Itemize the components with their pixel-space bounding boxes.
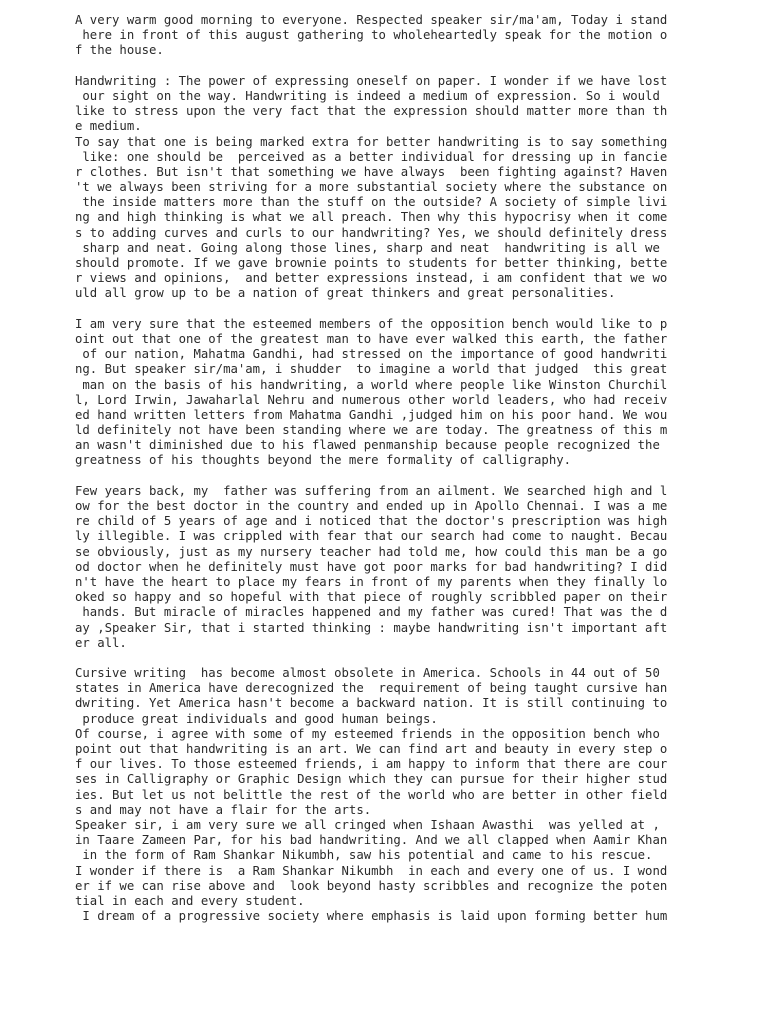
text-line: oint out that one of the greatest man to have ever walked this earth, the father <box>75 331 668 346</box>
blank-line <box>75 651 755 666</box>
text-line: the inside matters more than the stuff on the outside? A society of simple livi <box>75 195 668 210</box>
text-line: r views and opinions, and better expressions instead, i am confident that we wo <box>75 271 668 286</box>
text-line: ld definitely not have been standing where we are today. The greatness of this m <box>75 423 668 438</box>
text-line: se obviously, just as my nursery teacher had told me, how could this man be a go <box>75 544 668 559</box>
text-line: ow for the best doctor in the country and ended up in Apollo Chennai. I was a me <box>75 499 668 513</box>
text-line: f our lives. To those esteemed friends, i am happy to inform that there are cour <box>75 757 668 772</box>
text-line: Speaker sir, i am very sure we all cringed when Ishaan Awasthi was yelled at , <box>75 817 660 832</box>
text-line: s and may not have a flair for the arts. <box>75 802 372 817</box>
text-line: man on the basis of his handwriting, a world where people like Winston Churchil <box>75 377 668 392</box>
text-line: r clothes. But isn't that something we have always been fighting against? Haven <box>75 164 668 179</box>
text-line: like to stress upon the very fact that the expression should matter more than th <box>75 104 668 119</box>
text-line: ed hand written letters from Mahatma Gandhi ,judged him on his poor hand. We wou <box>75 407 668 422</box>
text-line: re child of 5 years of age and i noticed that the doctor's prescription was high <box>75 514 668 529</box>
text-line: I wonder if there is a Ram Shankar Nikumbh in each and every one of us. I wond <box>75 863 668 878</box>
text-line: er if we can rise above and look beyond hasty scribbles and recognize the poten <box>75 878 668 893</box>
text-line: Of course, i agree with some of my esteemed friends in the opposition bench who <box>75 726 660 741</box>
text-line: I dream of a progressive society where emphasis is laid upon forming better hum <box>75 909 668 924</box>
text-line: ly illegible. I was crippled with fear that our search had come to naught. Becau <box>75 529 668 544</box>
text-line: in the form of Ram Shankar Nikumbh, saw his potential and came to his rescue. <box>75 848 653 863</box>
text-line: e medium. <box>75 119 142 134</box>
text-line: l, Lord Irwin, Jawaharlal Nehru and numerous other world leaders, who had receiv <box>75 392 668 407</box>
text-line: ses in Calligraphy or Graphic Design which they can pursue for their higher stud <box>75 772 668 787</box>
blank-line <box>75 302 755 317</box>
text-line: ng. But speaker sir/ma'am, i shudder to imagine a world that judged this great <box>75 362 668 377</box>
text-line: dwriting. Yet America hasn't become a backward nation. It is still continuing to <box>75 696 668 711</box>
text-line: Few years back, my father was suffering from an ailment. We searched high and l <box>75 483 668 498</box>
text-line: f the house. <box>75 43 164 58</box>
text-line: tial in each and every student. <box>75 893 305 908</box>
text-line: sharp and neat. Going along those lines, sharp and neat handwriting is all we <box>75 240 660 255</box>
text-line: oked so happy and so hopeful with that piece of roughly scribbled paper on their <box>75 590 668 605</box>
blank-line <box>75 469 755 484</box>
text-line: od doctor when he definitely must have got poor marks for bad handwriting? I did <box>75 559 668 574</box>
text-line: uld all grow up to be a nation of great thinkers and great personalities. <box>75 286 616 301</box>
text-line: produce great individuals and good human beings. <box>75 711 438 726</box>
text-line: an wasn't diminished due to his flawed penmanship because people recognized the <box>75 438 660 453</box>
text-line: ay ,Speaker Sir, that i started thinking : maybe handwriting isn't important aft <box>75 620 668 635</box>
text-line: of our nation, Mahatma Gandhi, had stressed on the importance of good handwriti <box>75 347 668 362</box>
text-line: Cursive writing has become almost obsolete in America. Schools in 44 out of 50 <box>75 666 660 681</box>
text-line: in Taare Zameen Par, for his bad handwriting. And we all clapped when Aamir Khan <box>75 833 668 848</box>
blank-line <box>75 59 755 74</box>
text-line: s to adding curves and curls to our handwriting? Yes, we should definitely dress <box>75 225 668 240</box>
text-line: ng and high thinking is what we all preach. Then why this hypocrisy when it come <box>75 210 668 225</box>
text-line: I am very sure that the esteemed members of the opposition bench would like to p <box>75 316 668 331</box>
text-line: n't have the heart to place my fears in front of my parents when they finally lo <box>75 574 668 589</box>
text-line: point out that handwriting is an art. We can find art and beauty in every step o <box>75 742 668 756</box>
text-line: hands. But miracle of miracles happened and my father was cured! That was the d <box>75 605 668 620</box>
text-line: like: one should be perceived as a better individual for dressing up in fancie <box>75 149 668 164</box>
text-line: ies. But let us not belittle the rest of the world who are better in other field <box>75 787 668 802</box>
text-line: To say that one is being marked extra for better handwriting is to say something <box>75 134 668 149</box>
text-line: 't we always been striving for a more substantial society where the substance on <box>75 180 668 195</box>
text-line: greatness of his thoughts beyond the mere formality of calligraphy. <box>75 453 572 468</box>
text-line: should promote. If we gave brownie points to students for better thinking, bette <box>75 256 668 270</box>
text-line: A very warm good morning to everyone. Respected speaker sir/ma'am, Today i stand <box>75 13 668 27</box>
text-line: here in front of this august gathering to wholeheartedly speak for the motion o <box>75 28 668 43</box>
text-line: our sight on the way. Handwriting is indeed a medium of expression. So i would <box>75 88 660 103</box>
text-line: states in America have derecognized the requirement of being taught cursive han <box>75 681 668 696</box>
text-line: er all. <box>75 635 127 650</box>
text-line: Handwriting : The power of expressing oneself on paper. I wonder if we have lost <box>75 73 668 88</box>
document-body <box>75 13 755 924</box>
